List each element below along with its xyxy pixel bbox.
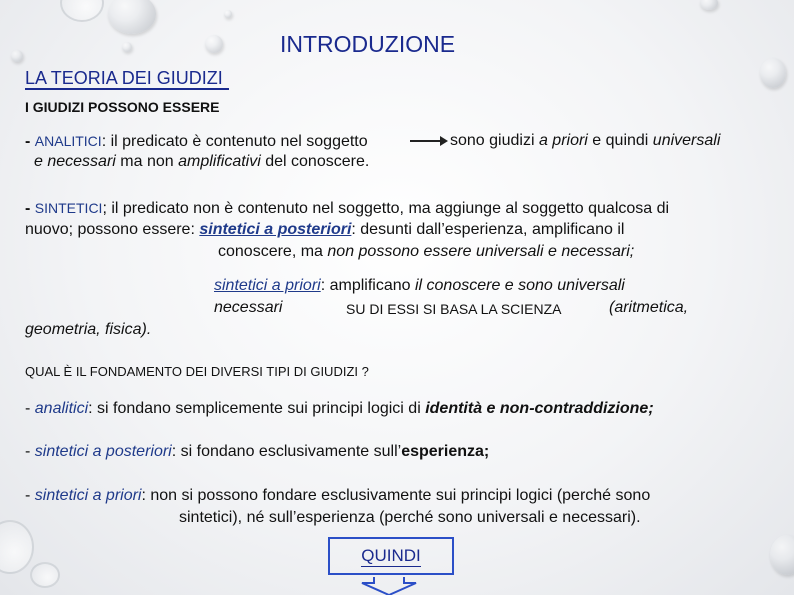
analitici-line-1b: [450, 131, 720, 151]
science-statement: SU DI ESSI SI BASA LA SCIENZA: [346, 301, 562, 317]
sintetici-text: conoscere, ma: [218, 243, 328, 260]
sintetici-line-2: [25, 220, 624, 240]
analitici-text: sono giudizi: [450, 132, 539, 149]
sintetici-text: : amplificano: [320, 277, 415, 294]
water-drop: [108, 0, 156, 34]
sintetici-line-1: [25, 198, 669, 219]
analitici-label: ANALITICI: [34, 133, 102, 149]
water-drop: [122, 42, 132, 52]
bullet-dash: -: [25, 133, 35, 150]
sintetici-text: nuovo; possono essere:: [25, 221, 200, 238]
water-drop: [205, 35, 223, 53]
answer-sintetici-posteriori: [25, 442, 489, 462]
sintetici-line-5a: necessari: [214, 299, 283, 316]
sintetici-line-5c: (aritmetica,: [609, 299, 689, 316]
water-drop: [0, 520, 34, 574]
analitici-text: e quindi: [587, 132, 653, 149]
down-arrow-icon: [360, 577, 418, 595]
answer-text: :: [171, 443, 177, 460]
bullet-dash: -: [25, 400, 35, 417]
sintetici-a-posteriori: sintetici a posteriori: [199, 221, 352, 238]
water-drop: [60, 0, 104, 22]
quindi-button[interactable]: [328, 537, 454, 575]
answer-sintetici-priori: [25, 486, 650, 506]
analitici-text: : il predicato è contenuto nel soggetto: [101, 133, 368, 150]
answer-text: non si possono fondare esclusivamente sui principi logici (perché sono: [145, 487, 651, 504]
analitici-line-1: [25, 131, 368, 152]
analitici-text: universali: [652, 132, 721, 149]
quindi-label: QUINDI: [361, 545, 421, 565]
analitici-line-2: [34, 152, 369, 172]
analitici-text: del conoscere.: [260, 153, 370, 170]
sintetici-text: ; il predicato non è contenuto nel soggetto, ma aggiunge al soggetto qualcosa di: [102, 200, 670, 217]
answer-text: si fondano semplicemente sui principi logici di: [92, 400, 426, 417]
answer-text: si fondano esclusivamente sull’: [176, 443, 402, 460]
answer-sintetici-priori-line-2: sintetici), né sull’esperienza (perché sono universali e necessari).: [179, 509, 641, 526]
answer-term: sintetici a posteriori: [34, 443, 172, 460]
analitici-text: e necessari: [34, 153, 116, 170]
sintetici-label: SINTETICI: [34, 200, 103, 216]
sintetici-text: il conoscere e sono universali: [414, 277, 625, 294]
section-heading: LA TEORIA DEI GIUDIZI: [25, 68, 229, 90]
water-drop: [760, 58, 786, 88]
sintetici-line-4: [214, 276, 625, 296]
answer-emphasis: identità e non-contraddizione;: [425, 400, 654, 417]
bullet-dash: -: [25, 487, 35, 504]
answer-analitici: [25, 399, 654, 419]
sintetici-line-3: [218, 242, 634, 262]
question: QUAL È IL FONDAMENTO DEI DIVERSI TIPI DI GIUDIZI ?: [25, 364, 369, 379]
right-arrow-icon: [410, 140, 446, 142]
answer-emphasis: esperienza;: [401, 443, 490, 460]
page-title: INTRODUZIONE: [280, 31, 456, 57]
water-drop: [700, 0, 718, 10]
sintetici-a-priori: sintetici a priori: [214, 277, 321, 294]
sintetici-text: : desunti dall’esperienza, amplificano il: [351, 221, 625, 238]
analitici-text: amplificativi: [178, 153, 261, 170]
sintetici-line-6: geometria, fisica).: [25, 321, 152, 338]
water-drop: [224, 10, 232, 18]
sintetici-text: non possono essere universali e necessari;: [327, 243, 635, 260]
analitici-text: ma non: [115, 153, 179, 170]
subheading: I GIUDIZI POSSONO ESSERE: [25, 99, 220, 115]
answer-text: :: [88, 400, 93, 417]
bullet-dash: -: [25, 443, 35, 460]
water-drop: [11, 50, 23, 62]
answer-text: :: [141, 487, 146, 504]
analitici-text: a priori: [538, 132, 588, 149]
answer-term: analitici: [34, 400, 89, 417]
answer-term: sintetici a priori: [34, 487, 142, 504]
water-drop: [770, 535, 794, 575]
bullet-dash: -: [25, 200, 35, 217]
water-drop: [30, 562, 60, 588]
